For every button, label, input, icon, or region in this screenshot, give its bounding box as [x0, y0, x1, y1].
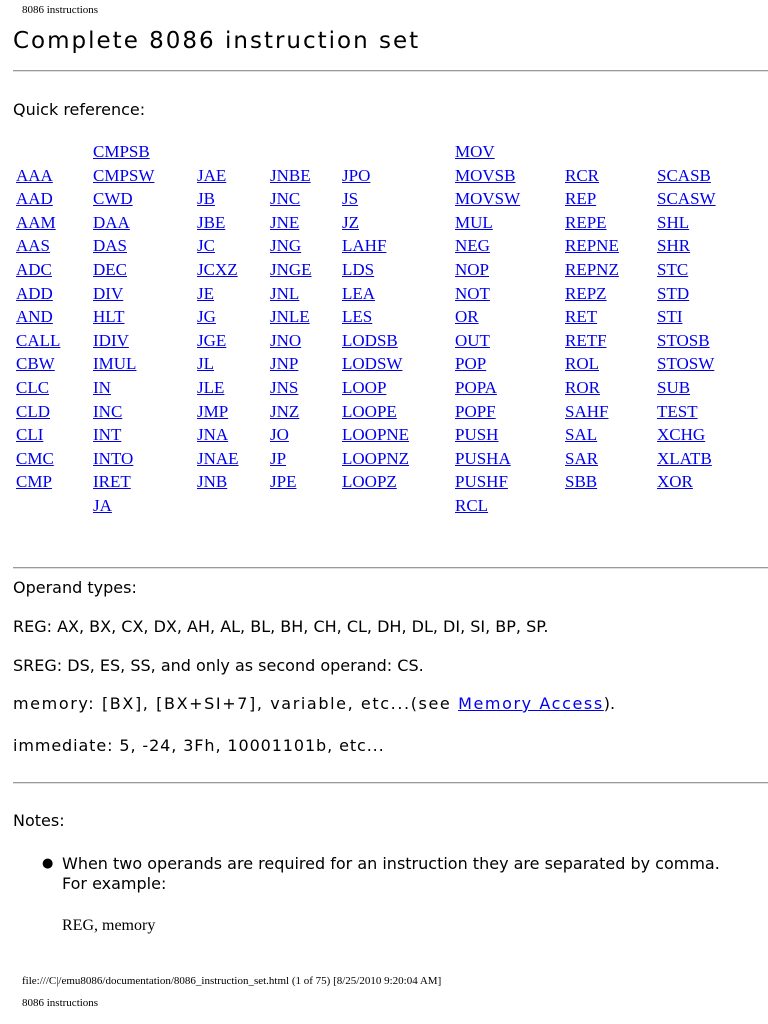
- instruction-link[interactable]: JL: [197, 354, 214, 374]
- instruction-link[interactable]: JNS: [270, 378, 299, 397]
- instruction-link[interactable]: LODSW: [342, 354, 403, 374]
- memory-access-link[interactable]: Memory Access: [458, 694, 604, 713]
- instruction-link[interactable]: INC: [93, 401, 123, 421]
- instruction-link[interactable]: SBB: [565, 472, 598, 492]
- instruction-link[interactable]: MOVSB: [455, 165, 516, 185]
- operand-sreg-text: SREG: DS, ES, SS, and only as second operand: CS.: [13, 656, 424, 675]
- instruction-link[interactable]: CMPSB: [93, 142, 150, 161]
- instruction-link[interactable]: JNBE: [270, 165, 311, 185]
- instruction-link[interactable]: CWD: [93, 189, 133, 209]
- instruction-link[interactable]: LES: [342, 307, 373, 327]
- instruction-link[interactable]: IMUL: [93, 354, 137, 374]
- instruction-link[interactable]: LOOPNZ: [342, 448, 410, 468]
- instruction-link[interactable]: OUT: [455, 330, 490, 350]
- page-footer: file:///C|/emu8086/documentation/8086_instruction_set.html (1 of 75) [8/25/2010 9:20:04 AM]: [22, 975, 442, 987]
- instruction-link[interactable]: CLD: [16, 401, 50, 421]
- operand-memory-text: [13, 694, 615, 713]
- instruction-link[interactable]: SHR: [657, 236, 691, 256]
- instruction-link[interactable]: CMP: [16, 472, 52, 492]
- instruction-link[interactable]: CMC: [16, 448, 54, 468]
- instruction-link[interactable]: DIV: [93, 283, 124, 303]
- instruction-link[interactable]: JO: [270, 425, 289, 445]
- notes-list: [44, 854, 744, 894]
- instruction-link[interactable]: SCASW: [657, 189, 716, 209]
- instruction-link[interactable]: JPO: [342, 165, 371, 185]
- divider: [13, 782, 768, 784]
- instruction-link[interactable]: POPA: [455, 378, 497, 397]
- notes-label: Notes:: [13, 811, 65, 830]
- instruction-link[interactable]: STI: [657, 307, 683, 327]
- instruction-link[interactable]: LOOPZ: [342, 472, 397, 492]
- instruction-link[interactable]: JLE: [197, 378, 225, 397]
- instruction-link[interactable]: POPF: [455, 401, 496, 421]
- instruction-link[interactable]: JBE: [197, 212, 226, 232]
- instruction-link[interactable]: STOSW: [657, 354, 715, 374]
- operand-reg-text: REG: AX, BX, CX, DX, AH, AL, BL, BH, CH, CL, DH, DL, DI, SI, BP, SP.: [13, 617, 549, 636]
- instruction-link[interactable]: STOSB: [657, 330, 710, 350]
- next-page-running-header: 8086 instructions: [22, 997, 99, 1009]
- instruction-link[interactable]: XCHG: [657, 425, 706, 445]
- instruction-link[interactable]: AAD: [16, 189, 53, 209]
- instruction-link[interactable]: SHL: [657, 212, 690, 232]
- operand-immediate-text: immediate: 5, -24, 3Fh, 10001101b, etc...: [13, 736, 385, 755]
- instruction-link[interactable]: ROL: [565, 354, 599, 374]
- instruction-link[interactable]: JNP: [270, 354, 299, 374]
- instruction-link[interactable]: RCL: [455, 496, 489, 515]
- divider: [13, 567, 768, 569]
- instruction-link[interactable]: ADC: [16, 260, 52, 279]
- instruction-link[interactable]: JNLE: [270, 307, 310, 327]
- instruction-link[interactable]: REP: [565, 189, 597, 209]
- instruction-link[interactable]: RETF: [565, 330, 607, 350]
- instruction-link[interactable]: JNC: [270, 189, 301, 209]
- instruction-link[interactable]: SUB: [657, 378, 691, 397]
- instruction-link[interactable]: AAM: [16, 212, 56, 232]
- instruction-link[interactable]: CBW: [16, 354, 55, 374]
- instruction-link[interactable]: AND: [16, 307, 53, 327]
- instruction-link[interactable]: TEST: [657, 401, 698, 421]
- instruction-link[interactable]: CLI: [16, 425, 44, 445]
- instruction-link[interactable]: POP: [455, 354, 487, 374]
- instruction-link[interactable]: JAE: [197, 165, 227, 185]
- instruction-link[interactable]: JCXZ: [197, 260, 238, 279]
- instruction-link[interactable]: JB: [197, 189, 215, 209]
- instruction-link[interactable]: DAS: [93, 236, 128, 256]
- instruction-link[interactable]: SCASB: [657, 165, 711, 185]
- instruction-link[interactable]: PUSHF: [455, 472, 508, 492]
- instruction-link[interactable]: JNO: [270, 330, 302, 350]
- instruction-link[interactable]: JG: [197, 307, 216, 327]
- instruction-link[interactable]: LAHF: [342, 236, 387, 256]
- instruction-link[interactable]: PUSH: [455, 425, 499, 445]
- instruction-link[interactable]: MUL: [455, 212, 493, 232]
- instruction-link[interactable]: LOOPNE: [342, 425, 410, 445]
- instruction-link[interactable]: JA: [93, 496, 112, 515]
- instruction-link[interactable]: JGE: [197, 330, 227, 350]
- instruction-link[interactable]: IN: [93, 378, 111, 397]
- instruction-link[interactable]: CLC: [16, 378, 50, 397]
- instruction-link[interactable]: JNE: [270, 212, 300, 232]
- instruction-link[interactable]: JNAE: [197, 448, 239, 468]
- instruction-link[interactable]: STD: [657, 283, 690, 303]
- page-running-header: 8086 instructions: [22, 4, 99, 16]
- instruction-link[interactable]: CALL: [16, 330, 61, 350]
- instruction-link[interactable]: IDIV: [93, 330, 129, 350]
- instruction-link[interactable]: JNG: [270, 236, 302, 256]
- bullet-icon: ●: [42, 856, 54, 871]
- instruction-link[interactable]: REPNZ: [565, 260, 619, 279]
- instruction-link[interactable]: JE: [197, 283, 214, 303]
- operand-memory-prefix: memory: [BX], [BX+SI+7], variable, etc...(see: [13, 694, 459, 713]
- instruction-link[interactable]: SAL: [565, 425, 598, 445]
- instruction-link[interactable]: INT: [93, 425, 122, 445]
- instruction-link[interactable]: AAA: [16, 165, 53, 185]
- instruction-link[interactable]: JNL: [270, 283, 300, 303]
- instruction-link[interactable]: JC: [197, 236, 215, 256]
- instruction-link[interactable]: LODSB: [342, 330, 398, 350]
- instruction-link[interactable]: NEG: [455, 236, 490, 256]
- instruction-link[interactable]: LOOPE: [342, 401, 397, 421]
- instruction-link[interactable]: PUSHA: [455, 448, 511, 468]
- instruction-link[interactable]: RET: [565, 307, 598, 327]
- instruction-link[interactable]: NOP: [455, 260, 490, 279]
- instruction-link[interactable]: JNZ: [270, 401, 300, 421]
- instruction-link[interactable]: REPNE: [565, 236, 619, 256]
- instruction-link[interactable]: JPE: [270, 472, 297, 492]
- instruction-link[interactable]: DAA: [93, 212, 130, 232]
- instruction-link[interactable]: RCR: [565, 165, 600, 185]
- quick-reference-label: Quick reference:: [13, 100, 146, 119]
- page-title: Complete 8086 instruction set: [13, 28, 421, 54]
- instruction-link[interactable]: JNGE: [270, 260, 312, 279]
- instruction-link[interactable]: NOT: [455, 283, 490, 303]
- instruction-link[interactable]: SAR: [565, 448, 599, 468]
- instruction-link[interactable]: ADD: [16, 283, 53, 303]
- instruction-link[interactable]: INTO: [93, 448, 134, 468]
- instruction-link[interactable]: LOOP: [342, 378, 387, 397]
- note-example: REG, memory: [62, 917, 156, 934]
- instruction-link[interactable]: LEA: [342, 283, 376, 303]
- instruction-link[interactable]: MOVSW: [455, 189, 521, 209]
- instruction-link[interactable]: IRET: [93, 472, 131, 492]
- instruction-link[interactable]: XLATB: [657, 448, 712, 468]
- instruction-link[interactable]: DEC: [93, 260, 127, 279]
- instruction-link[interactable]: REPZ: [565, 283, 607, 303]
- instruction-link[interactable]: JNB: [197, 472, 228, 492]
- instruction-link[interactable]: HLT: [93, 307, 125, 327]
- instruction-link[interactable]: STC: [657, 260, 689, 279]
- instruction-link[interactable]: AAS: [16, 236, 51, 256]
- instruction-link[interactable]: LDS: [342, 260, 375, 279]
- instruction-link[interactable]: JS: [342, 189, 359, 209]
- instruction-link[interactable]: CMPSW: [93, 165, 155, 185]
- list-item: [44, 854, 744, 894]
- instruction-link[interactable]: JMP: [197, 401, 229, 421]
- instruction-link[interactable]: JP: [270, 448, 287, 468]
- instruction-link[interactable]: MOV: [455, 142, 495, 161]
- operand-memory-suffix: ).: [603, 694, 616, 713]
- instruction-link[interactable]: REPE: [565, 212, 607, 232]
- operand-types-label: Operand types:: [13, 578, 137, 597]
- instruction-link[interactable]: JZ: [342, 212, 359, 232]
- note-text: When two operands are required for an instruction they are separated by comma. For example:: [62, 854, 720, 893]
- instruction-link[interactable]: OR: [455, 307, 479, 327]
- instruction-link[interactable]: SAHF: [565, 401, 609, 421]
- instruction-link[interactable]: JNA: [197, 425, 229, 445]
- instruction-link[interactable]: XOR: [657, 472, 693, 492]
- instruction-link[interactable]: ROR: [565, 378, 600, 397]
